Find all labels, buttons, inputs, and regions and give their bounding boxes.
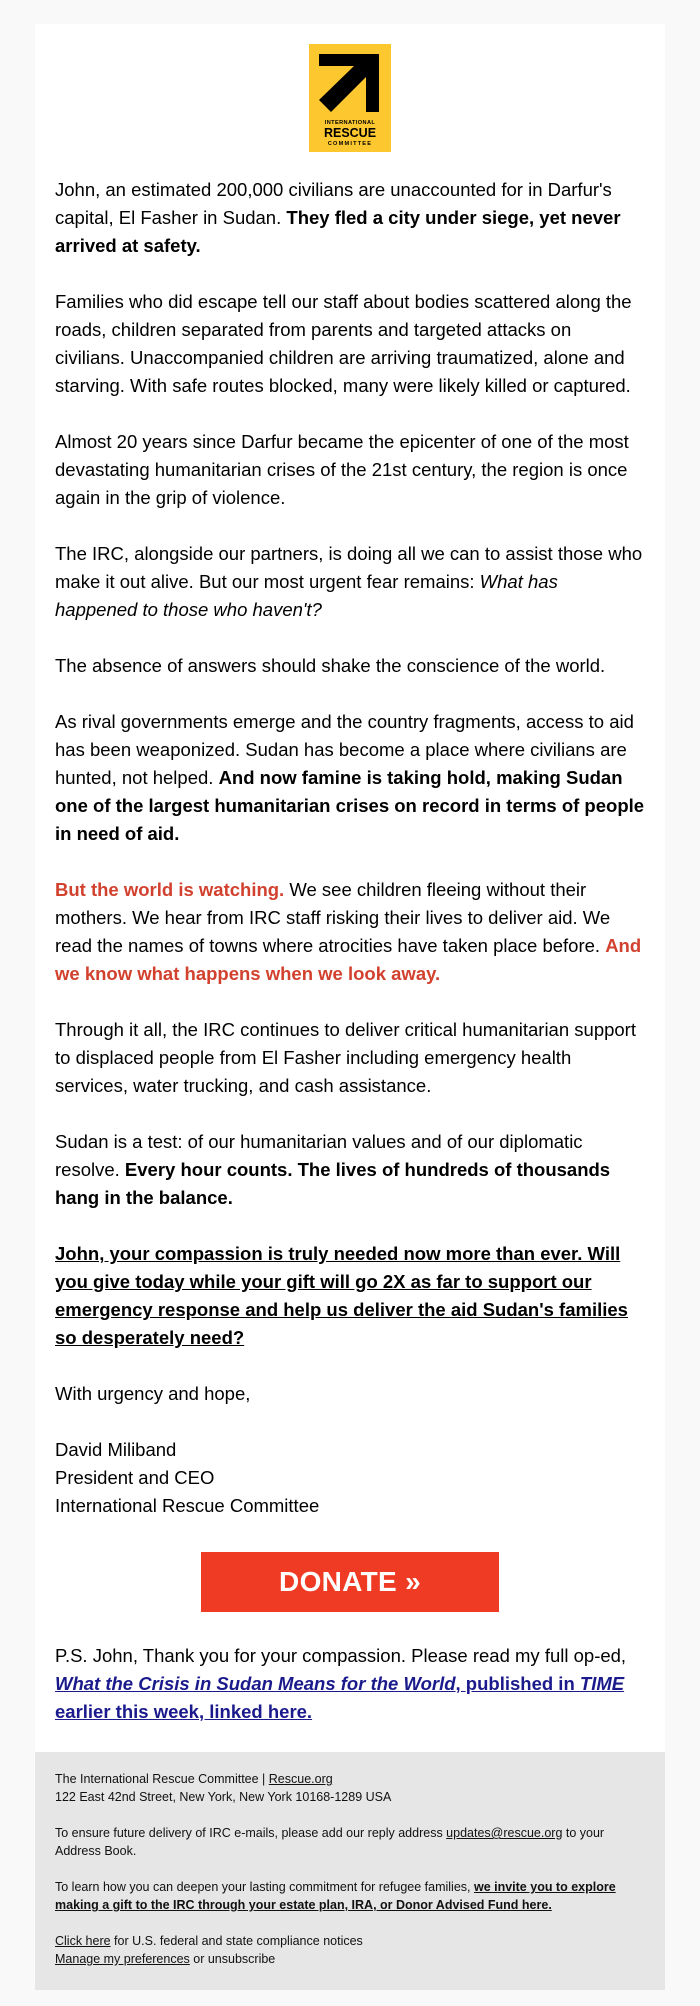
- op-ed-publication: TIME: [579, 1673, 625, 1694]
- signature-org: International Rescue Committee: [55, 1495, 320, 1516]
- footer: [35, 1752, 665, 1990]
- signature-name: David Miliband: [55, 1439, 177, 1460]
- paragraph-2: Families who did escape tell our staff about bodies scattered along the roads, children separated from parents and targeted attacks on civilians. Unaccompanied children are arriving traumatized, alone and starving. With safe routes blocked, many were likely killed or captured.: [55, 291, 632, 396]
- unsubscribe-text: or unsubscribe: [189, 1952, 276, 1966]
- paragraph-5: The absence of answers should shake the conscience of the world.: [55, 655, 606, 676]
- paragraph-3: Almost 20 years since Darfur became the epicenter of one of the most devastating humanitarian crises of the 21st century, the region is once again in the grip of violence.: [55, 431, 629, 508]
- cta-paragraph: [55, 1240, 645, 1352]
- paragraph-6: [55, 708, 645, 848]
- footer-legacy: [55, 1878, 645, 1914]
- email-container: [35, 24, 665, 1990]
- p9-text: Sudan is a test: of our humanitarian values and of our diplomatic resolve.: [55, 1131, 583, 1180]
- footer-links: [55, 1932, 645, 1968]
- paragraph-4: [55, 540, 645, 624]
- footer-delivery: [55, 1824, 645, 1860]
- delivery-text-b: to your Address Book.: [55, 1826, 605, 1858]
- p6-text: As rival governments emerge and the country fragments, access to aid has been weaponized. Sudan has become a place where civilians are hunted, not helped.: [55, 711, 634, 788]
- op-ed-title: What the Crisis in Sudan Means for the World: [55, 1673, 456, 1694]
- manage-preferences-link[interactable]: Manage my preferences: [55, 1952, 190, 1966]
- op-ed-end: earlier this week, linked here.: [55, 1701, 313, 1722]
- irc-logo[interactable]: [309, 44, 391, 152]
- irc-logo-icon: [309, 44, 391, 152]
- cta-link[interactable]: John, your compassion is truly needed now more than ever. Will you give today while your gift will go 2X as far to support our emergency response and help us deliver the aid Sudan's families so desperately need?: [55, 1243, 628, 1348]
- op-ed-mid: , published in: [455, 1673, 580, 1694]
- paragraph-9: [55, 1128, 645, 1212]
- header: [35, 24, 665, 176]
- logo-line2: RESCUE: [323, 126, 377, 140]
- rescue-org-link[interactable]: Rescue.org: [268, 1772, 333, 1786]
- delivery-text-a: To ensure future delivery of IRC e-mails, please add our reply address: [55, 1826, 447, 1840]
- legacy-text: To learn how you can deepen your lasting commitment for refugee families,: [55, 1880, 474, 1894]
- postscript: [35, 1642, 665, 1752]
- letter-body: [35, 176, 665, 1520]
- legacy-giving-link[interactable]: we invite you to explore making a gift to the IRC through your estate plan, IRA, or Donor Advised Fund here.: [55, 1880, 616, 1912]
- reply-email-link[interactable]: updates@rescue.org: [446, 1826, 563, 1840]
- footer-org: [55, 1770, 645, 1806]
- signature: [55, 1436, 645, 1520]
- p1-text: John, an estimated 200,000 civilians are unaccounted for in Darfur's capital, El Fasher in Sudan.: [55, 179, 612, 228]
- closing: With urgency and hope,: [55, 1383, 251, 1404]
- p7-red-end: And we know what happens when we look away.: [55, 935, 642, 984]
- donate-button[interactable]: DONATE »: [201, 1552, 499, 1612]
- p6-bold: And now famine is taking hold, making Sudan one of the largest humanitarian crises on record in terms of people in need of aid.: [55, 767, 645, 844]
- compliance-link[interactable]: Click here: [55, 1934, 111, 1948]
- signature-title: President and CEO: [55, 1467, 215, 1488]
- paragraph-8: Through it all, the IRC continues to deliver critical humanitarian support to displaced people from El Fasher including emergency health services, water trucking, and cash assistance.: [55, 1019, 636, 1096]
- compliance-text: for U.S. federal and state compliance notices: [110, 1934, 363, 1948]
- paragraph-1: [55, 176, 645, 260]
- paragraph-7: [55, 876, 645, 988]
- logo-line3: COMMITTEE: [327, 141, 373, 147]
- op-ed-link[interactable]: [55, 1673, 624, 1722]
- logo-line1: INTERNATIONAL: [324, 120, 376, 126]
- footer-org-name: The International Rescue Committee |: [55, 1772, 269, 1786]
- p7-text: We see children fleeing without their mothers. We hear from IRC staff risking their lives to deliver aid. We read the names of towns where atrocities have taken place before.: [55, 879, 611, 956]
- p7-red-lead: But the world is watching.: [55, 879, 285, 900]
- p1-bold: They fled a city under siege, yet never arrived at safety.: [55, 207, 621, 256]
- p4-italic: What has happened to those who haven't?: [55, 571, 558, 620]
- ps-text: P.S. John, Thank you for your compassion. Please read my full op-ed,: [55, 1645, 627, 1666]
- p9-bold: Every hour counts. The lives of hundreds of thousands hang in the balance.: [55, 1159, 611, 1208]
- donate-section: [35, 1548, 665, 1642]
- p4-text: The IRC, alongside our partners, is doing all we can to assist those who make it out alive. But our most urgent fear remains:: [55, 543, 643, 592]
- footer-address: 122 East 42nd Street, New York, New York 10168-1289 USA: [55, 1790, 392, 1804]
